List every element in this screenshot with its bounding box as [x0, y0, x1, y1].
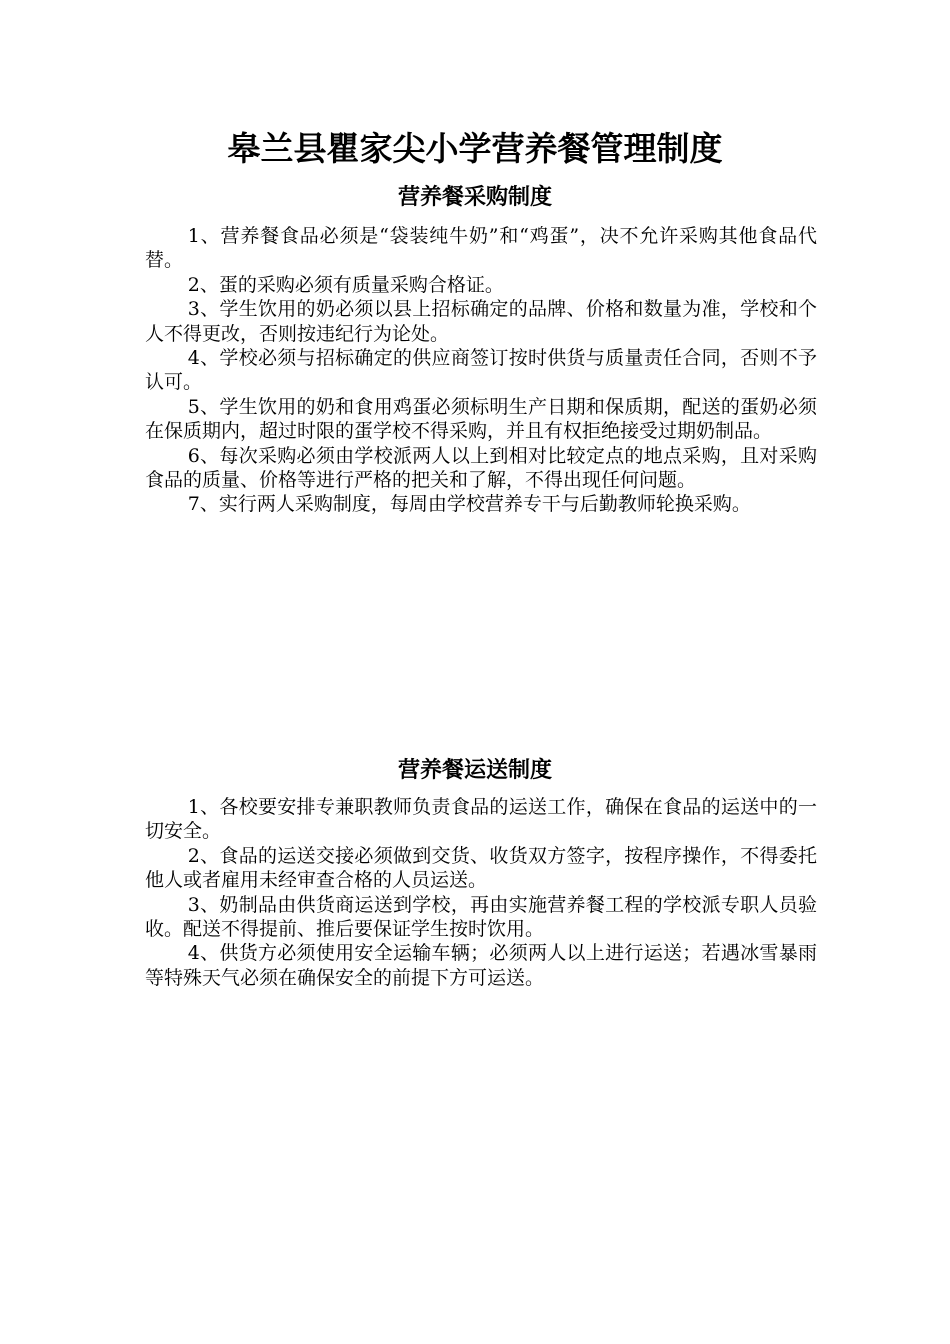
transport-rule-2: 2、食品的运送交接必须做到交货、收货双方签字，按程序操作，不得委托他人或者雇用未经审查合格的人员运送。: [145, 844, 817, 892]
purchase-rule-2: 2、蛋的采购必须有质量采购合格证。: [187, 273, 504, 296]
purchase-rule-6: 6、每次采购必须由学校派两人以上到相对比较定点的地点采购，且对采购食品的质量、价格等进行严格的把关和了解，不得出现任何问题。: [145, 444, 817, 492]
purchase-rule-5: 5、学生饮用的奶和食用鸡蛋必须标明生产日期和保质期，配送的蛋奶必须在保质期内，超过时限的蛋学校不得采购，并且有权拒绝接受过期奶制品。: [145, 395, 817, 443]
purchase-rule-1: 1、营养餐食品必须是“袋装纯牛奶”和“鸡蛋”，决不允许采购其他食品代替。: [145, 225, 817, 272]
transport-section-heading: 营养餐运送制度: [397, 758, 552, 783]
transport-rule-1: 1、各校要安排专兼职教师负责食品的运送工作，确保在食品的运送中的一切安全。: [145, 796, 817, 843]
transport-section-body: [145, 795, 817, 990]
document-title: 皋兰县瞿家尖小学营养餐管理制度: [227, 129, 723, 168]
purchase-rule-7: 7、实行两人采购制度，每周由学校营养专干与后勤教师轮换采购。: [187, 493, 751, 516]
purchase-rule-3: 3、学生饮用的奶必须以县上招标确定的品牌、价格和数量为准，学校和个人不得更改，否则按违纪行为论处。: [145, 298, 817, 345]
purchase-rule-4: 4、学校必须与招标确定的供应商签订按时供货与质量责任合同，否则不予认可。: [145, 347, 817, 394]
transport-rule-3: 3、奶制品由供货商运送到学校，再由实施营养餐工程的学校派专职人员验收。配送不得提前、推后要保证学生按时饮用。: [145, 893, 817, 941]
purchase-section-heading: 营养餐采购制度: [397, 185, 552, 210]
purchase-section-body: [145, 224, 817, 517]
transport-rule-4: 4、供货方必须使用安全运输车辆；必须两人以上进行运送；若遇冰雪暴雨等特殊天气必须在确保安全的前提下方可运送。: [145, 942, 817, 989]
